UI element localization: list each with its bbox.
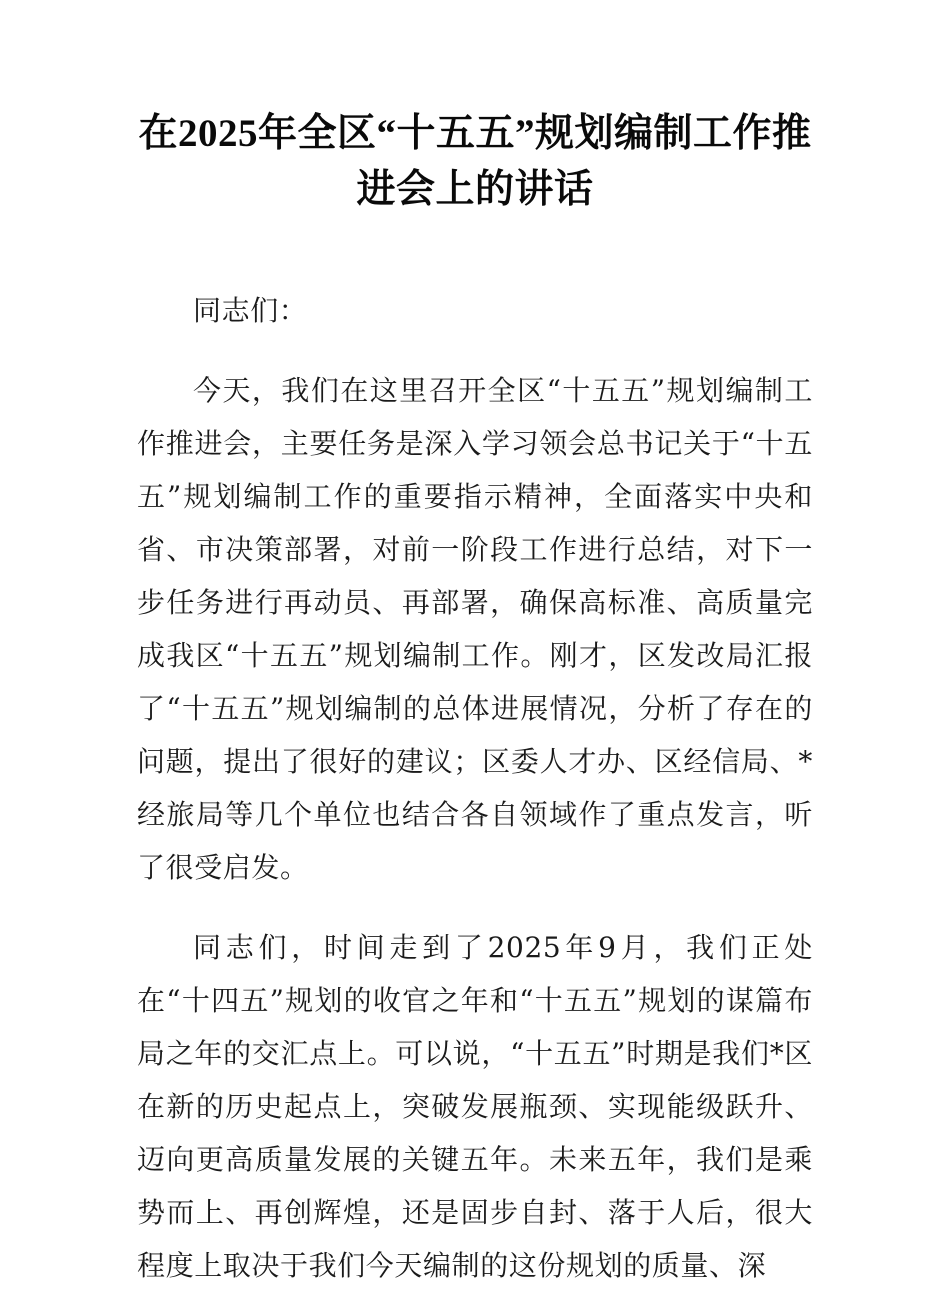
document-body: [137, 0, 813, 1292]
body-paragraph-1: 今天，我们在这里召开全区“十五五”规划编制工作推进会，主要任务是深入学习领会总书记关于“十五五”规划编制工作的重要指示精神，全面落实中央和省、市决策部署，对前一阶段工作进行总结，对下一步任务进行再动员、再部署，确保高标准、高质量完成我区“十五五”规划编制工作。刚才，区发改局汇报了“十五五”规划编制的总体进展情况，分析了存在的问题，提出了很好的建议；区委人才办、区经信局、*经旅局等几个单位也结合各自领域作了重点发言，听了很受启发。: [137, 374, 813, 884]
page-title: 在2025年全区“十五五”规划编制工作推进会上的讲话: [138, 112, 812, 211]
salutation-line: 同志们：: [193, 294, 308, 327]
document-paragraphs: [137, 218, 813, 1292]
body-paragraph-2: 同志们，时间走到了2025年9月，我们正处在“十四五”规划的收官之年和“十五五”规划的谋篇布局之年的交汇点上。可以说，“十五五”时期是我们*区在新的历史起点上，突破发展瓶颈、实现能级跃升、迈向更高质量发展的关键五年。未来五年，我们是乘势而上、再创辉煌，还是固步自封、落于人后，很大程度上取决于我们今天编制的这份规划的质量、深: [137, 931, 813, 1282]
